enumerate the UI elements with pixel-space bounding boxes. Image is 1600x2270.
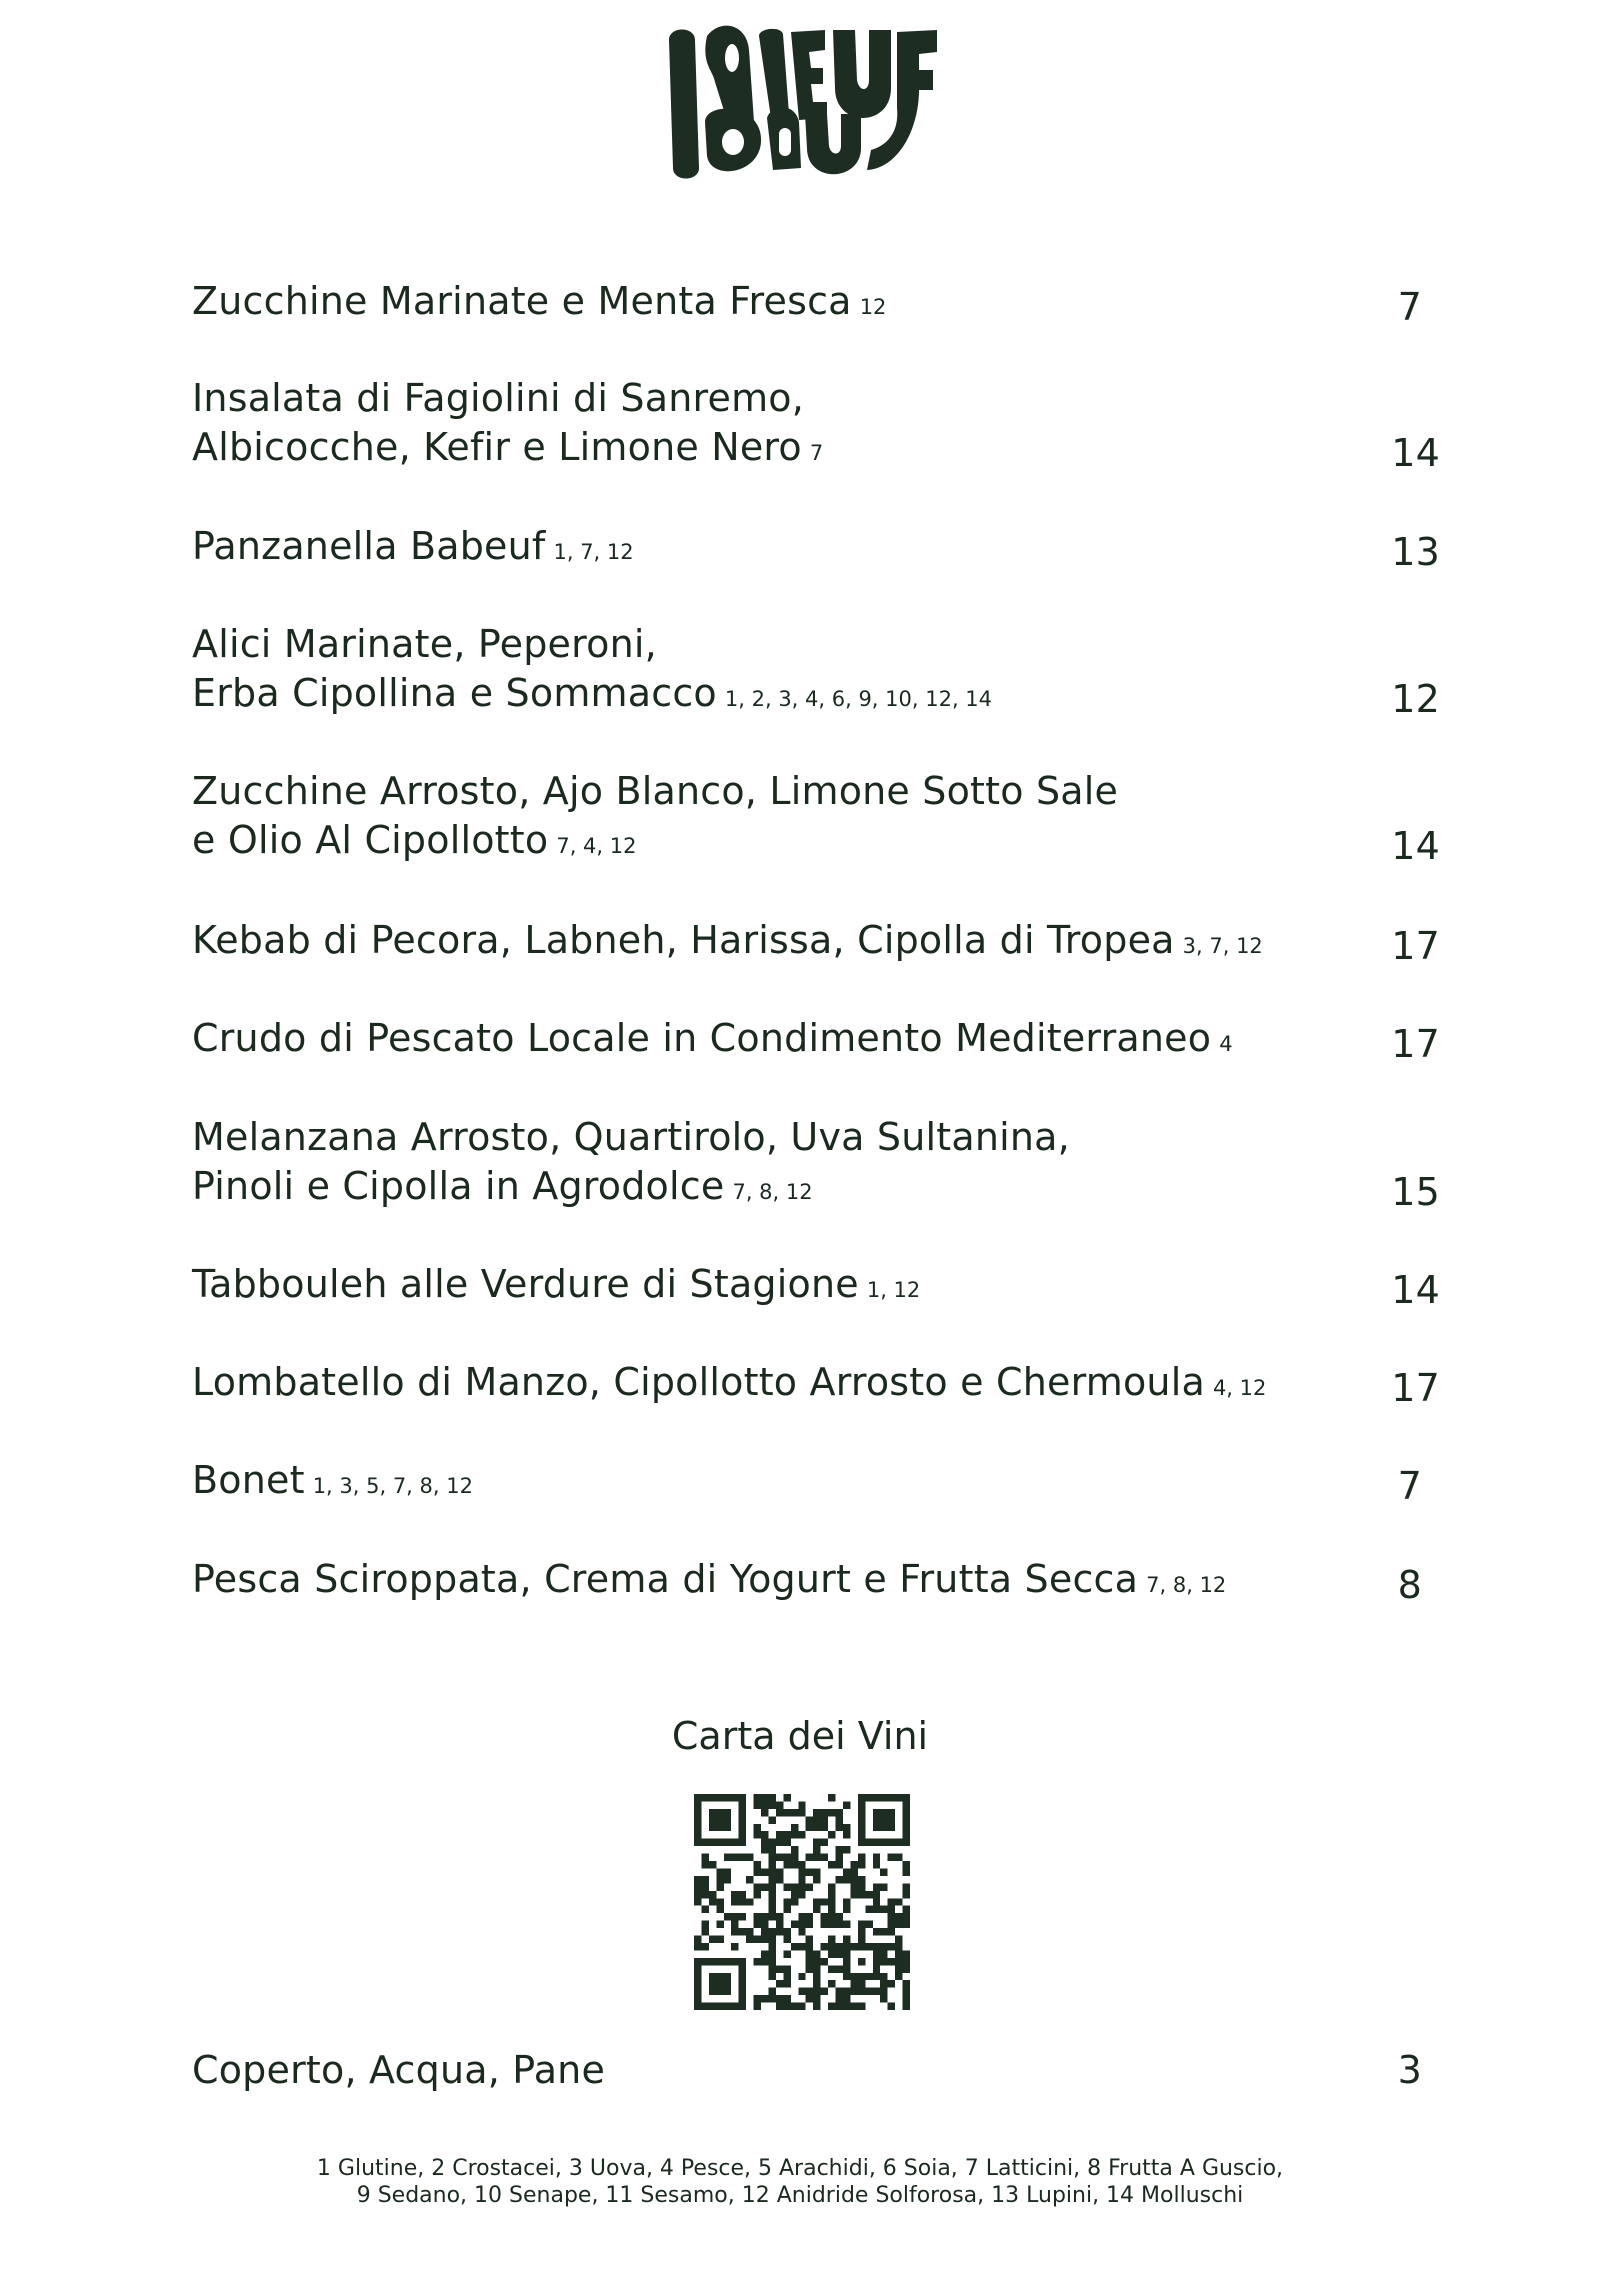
menu-item-price: 14 [1391,1268,1440,1312]
menu-item [192,620,1440,724]
menu-item-price: 8 [1397,1563,1422,1607]
menu-item [192,1456,1440,1511]
menu-item [192,1358,1440,1413]
menu-item-name: Crudo di Pescato Locale in Condimento Mediterraneo 4 [192,1016,1233,1060]
menu-item-name: Alici Marinate, Peperoni, Erba Cipollina e Sommacco 1, 2, 3, 4, 6, 9, 10, 12, 14 [192,622,993,715]
allergen-codes: 7, 8, 12 [732,1180,813,1204]
menu-item-price: 17 [1391,924,1440,968]
menu-item [192,1260,1440,1315]
allergen-codes: 1, 2, 3, 4, 6, 9, 10, 12, 14 [724,687,993,711]
menu-item [192,1014,1440,1069]
menu-item-price: 12 [1391,677,1440,721]
cover-charge-label: Coperto, Acqua, Pane [192,2048,606,2092]
menu-item-name: Kebab di Pecora, Labneh, Harissa, Cipolla di Tropea 3, 7, 12 [192,918,1263,962]
menu-item-name: Lombatello di Manzo, Cipollotto Arrosto e Chermoula 4, 12 [192,1360,1267,1404]
cover-charge-price: 3 [1397,2048,1422,2092]
menu-item-price: 14 [1391,431,1440,475]
menu-item-price: 7 [1397,1464,1422,1508]
allergen-legend-line: 1 Glutine, 2 Crostacei, 3 Uova, 4 Pesce, 5 Arachidi, 6 Soia, 7 Latticini, 8 Frutta A Guscio, [316,2156,1284,2181]
allergen-codes: 4 [1219,1032,1233,1056]
menu-item-price: 7 [1397,285,1422,329]
menu-item-name: Pesca Sciroppata, Crema di Yogurt e Frutta Secca 7, 8, 12 [192,1557,1227,1601]
menu-item [192,916,1440,971]
wine-list-title: Carta dei Vini [671,1714,929,1758]
menu-item-price: 15 [1391,1170,1440,1214]
allergen-codes: 4, 12 [1212,1376,1267,1400]
menu-item-name: Tabbouleh alle Verdure di Stagione 1, 12 [192,1262,921,1306]
menu-item-price: 14 [1391,824,1440,868]
menu-item-name: Zucchine Marinate e Menta Fresca 12 [192,279,887,323]
menu-item-price: 17 [1391,1366,1440,1410]
menu-item [192,277,1440,332]
menu-item-name: Zucchine Arrosto, Ajo Blanco, Limone Sotto Sale e Olio Al Cipollotto 7, 4, 12 [192,769,1119,862]
menu-item [192,1555,1440,1610]
menu-item [192,374,1440,478]
allergen-codes: 7, 4, 12 [556,834,637,858]
allergen-legend-line: 9 Sedano, 10 Senape, 11 Sesamo, 12 Anidride Solforosa, 13 Lupini, 14 Molluschi [356,2183,1244,2208]
allergen-legend [0,2155,1600,2209]
allergen-codes: 1, 12 [866,1278,921,1302]
allergen-codes: 1, 3, 5, 7, 8, 12 [312,1474,473,1498]
allergen-codes: 1, 7, 12 [553,540,634,564]
allergen-codes: 3, 7, 12 [1182,934,1263,958]
menu-item-name: Panzanella Babeuf 1, 7, 12 [192,524,634,568]
menu-item-price: 17 [1391,1022,1440,1066]
menu-item [192,767,1440,871]
cover-charge [192,2046,1440,2095]
allergen-codes: 7 [809,441,824,465]
menu-item-name: Melanzana Arrosto, Quartirolo, Uva Sultanina, Pinoli e Cipolla in Agrodolce 7, 8, 12 [192,1115,1070,1208]
allergen-codes: 12 [859,295,887,319]
menu-item-name: Insalata di Fagiolini di Sanremo, Albicocche, Kefir e Limone Nero 7 [192,376,824,469]
menu-item [192,522,1440,577]
qr-code-icon[interactable] [694,1794,910,2010]
allergen-codes: 7, 8, 12 [1146,1573,1227,1597]
menu-item-name: Bonet 1, 3, 5, 7, 8, 12 [192,1458,473,1502]
menu-item [192,1113,1440,1217]
menu-item-price: 13 [1391,530,1440,574]
